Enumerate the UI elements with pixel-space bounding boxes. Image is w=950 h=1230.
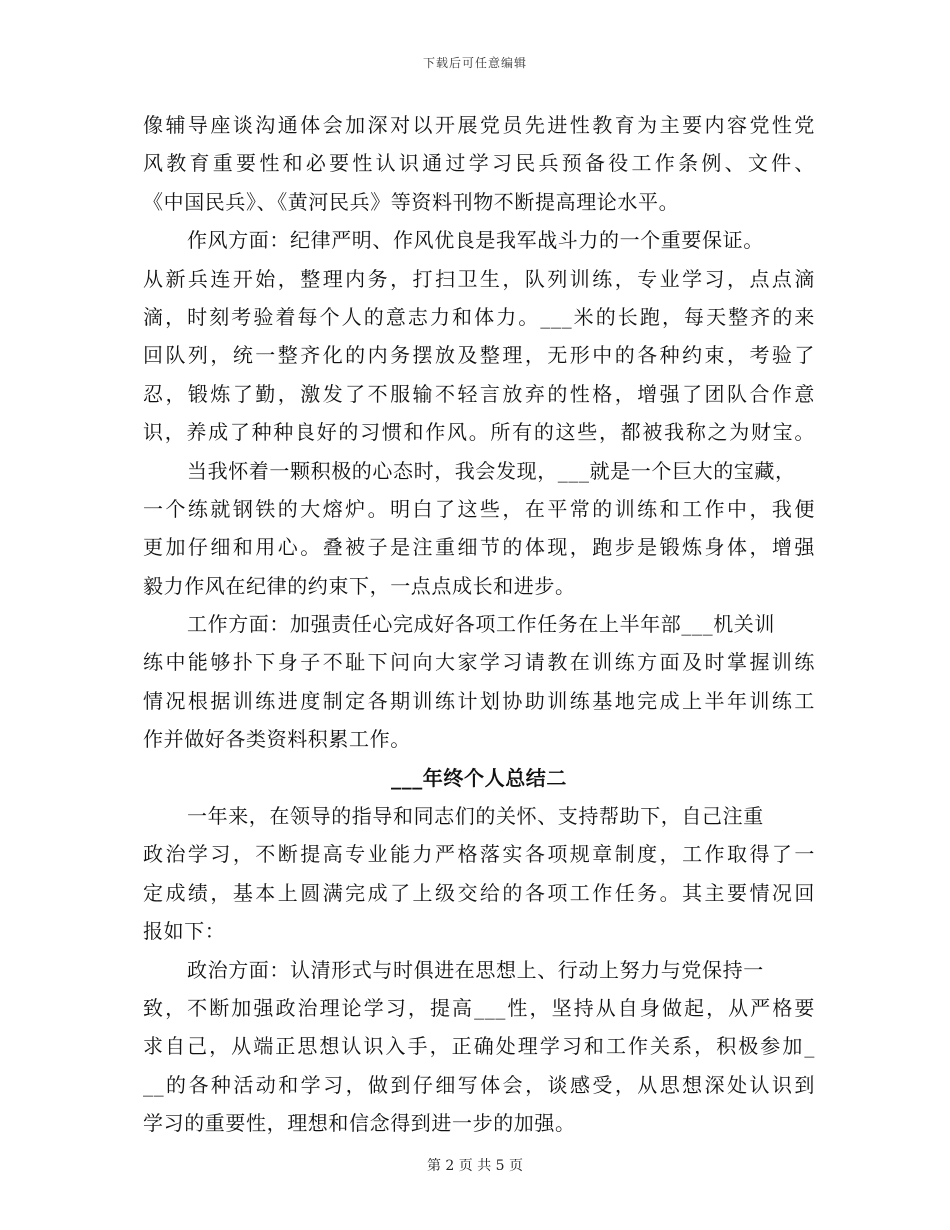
text-line: 滴，时刻考验着每个人的意志力和体力。___米的长跑，每天整齐的来 [143,304,815,329]
text-line: 练中能够扑下身子不耻下问向大家学习请教在训练方面及时掌握训练 [143,650,815,675]
text-line: 像辅导座谈沟通体会加深对以开展党员先进性教育为主要内容党性党 [143,113,815,137]
paragraph-start-line: 工作方面：加强责任心完成好各项工作任务在上半年部___机关训 [187,612,775,637]
text-line: 从新兵连开始，整理内务，打扫卫生，队列训练，专业学习，点点滴 [143,266,815,291]
text-line: 政治学习，不断提高专业能力严格落实各项规章制度，工作取得了一 [143,842,815,867]
text-line: 《中国民兵》、《黄河民兵》等资料刊物不断提高理论水平。 [143,189,680,214]
text-line: 毅力作风在纪律的约束下，一点点成长和进步。 [143,573,576,598]
text-line: 作并做好各类资料积累工作。 [143,727,411,752]
text-line: 报如下： [143,919,226,944]
text-line: 忍，锻炼了勤，激发了不服输不轻言放弃的性格，增强了团队合作意 [143,381,815,406]
text-line: 一个练就钢铁的大熔炉。明白了这些，在平常的训练和工作中，我便 [143,496,815,521]
text-line: __的各种活动和学习，做到仔细写体会，谈感受，从思想深处认识到 [143,1072,815,1097]
page-number-footer: 第 2 页 共 5 页 [426,1158,524,1174]
text-line: 学习的重要性，理想和信念得到进一步的加强。 [143,1111,576,1136]
paragraph-start-line: 当我怀着一颗积极的心态时，我会发现，___就是一个巨大的宝藏， [187,458,796,483]
text-line: 更加仔细和用心。叠被子是注重细节的体现，跑步是锻炼身体，增强 [143,535,815,560]
document-body [143,106,815,1143]
paragraph-start-line: 作风方面：纪律严明、作风优良是我军战斗力的一个重要保证。 [187,228,764,253]
text-line: 回队列，统一整齐化的内务摆放及整理，无形中的各种约束，考验了 [143,343,815,368]
text-line: 情况根据训练进度制定各期训练计划协助训练基地完成上半年训练工 [143,688,815,713]
text-line: 定成绩，基本上圆满完成了上级交给的各项工作任务。其主要情况回 [143,880,815,905]
text-line: 求自己，从端正思想认识入手，正确处理学习和工作关系，积极参加_ [143,1034,815,1059]
text-line: 风教育重要性和必要性认识通过学习民兵预备役工作条例、文件、 [143,151,815,176]
text-line: 识，养成了种种良好的习惯和作风。所有的这些，都被我称之为财宝。 [143,420,815,445]
paragraph-start-line: 政治方面：认清形式与时俱进在思想上、行动上努力与党保持一 [187,957,764,982]
paragraph-start-line: 一年来，在领导的指导和同志们的关怀、支持帮助下，自己注重 [187,804,764,829]
text-line: 致，不断加强政治理论学习，提高___性，坚持从自身做起，从严格要 [143,995,815,1020]
page-header-note: 下载后可任意编辑 [422,56,527,70]
section-heading: ___年终个人总结二 [391,765,567,790]
